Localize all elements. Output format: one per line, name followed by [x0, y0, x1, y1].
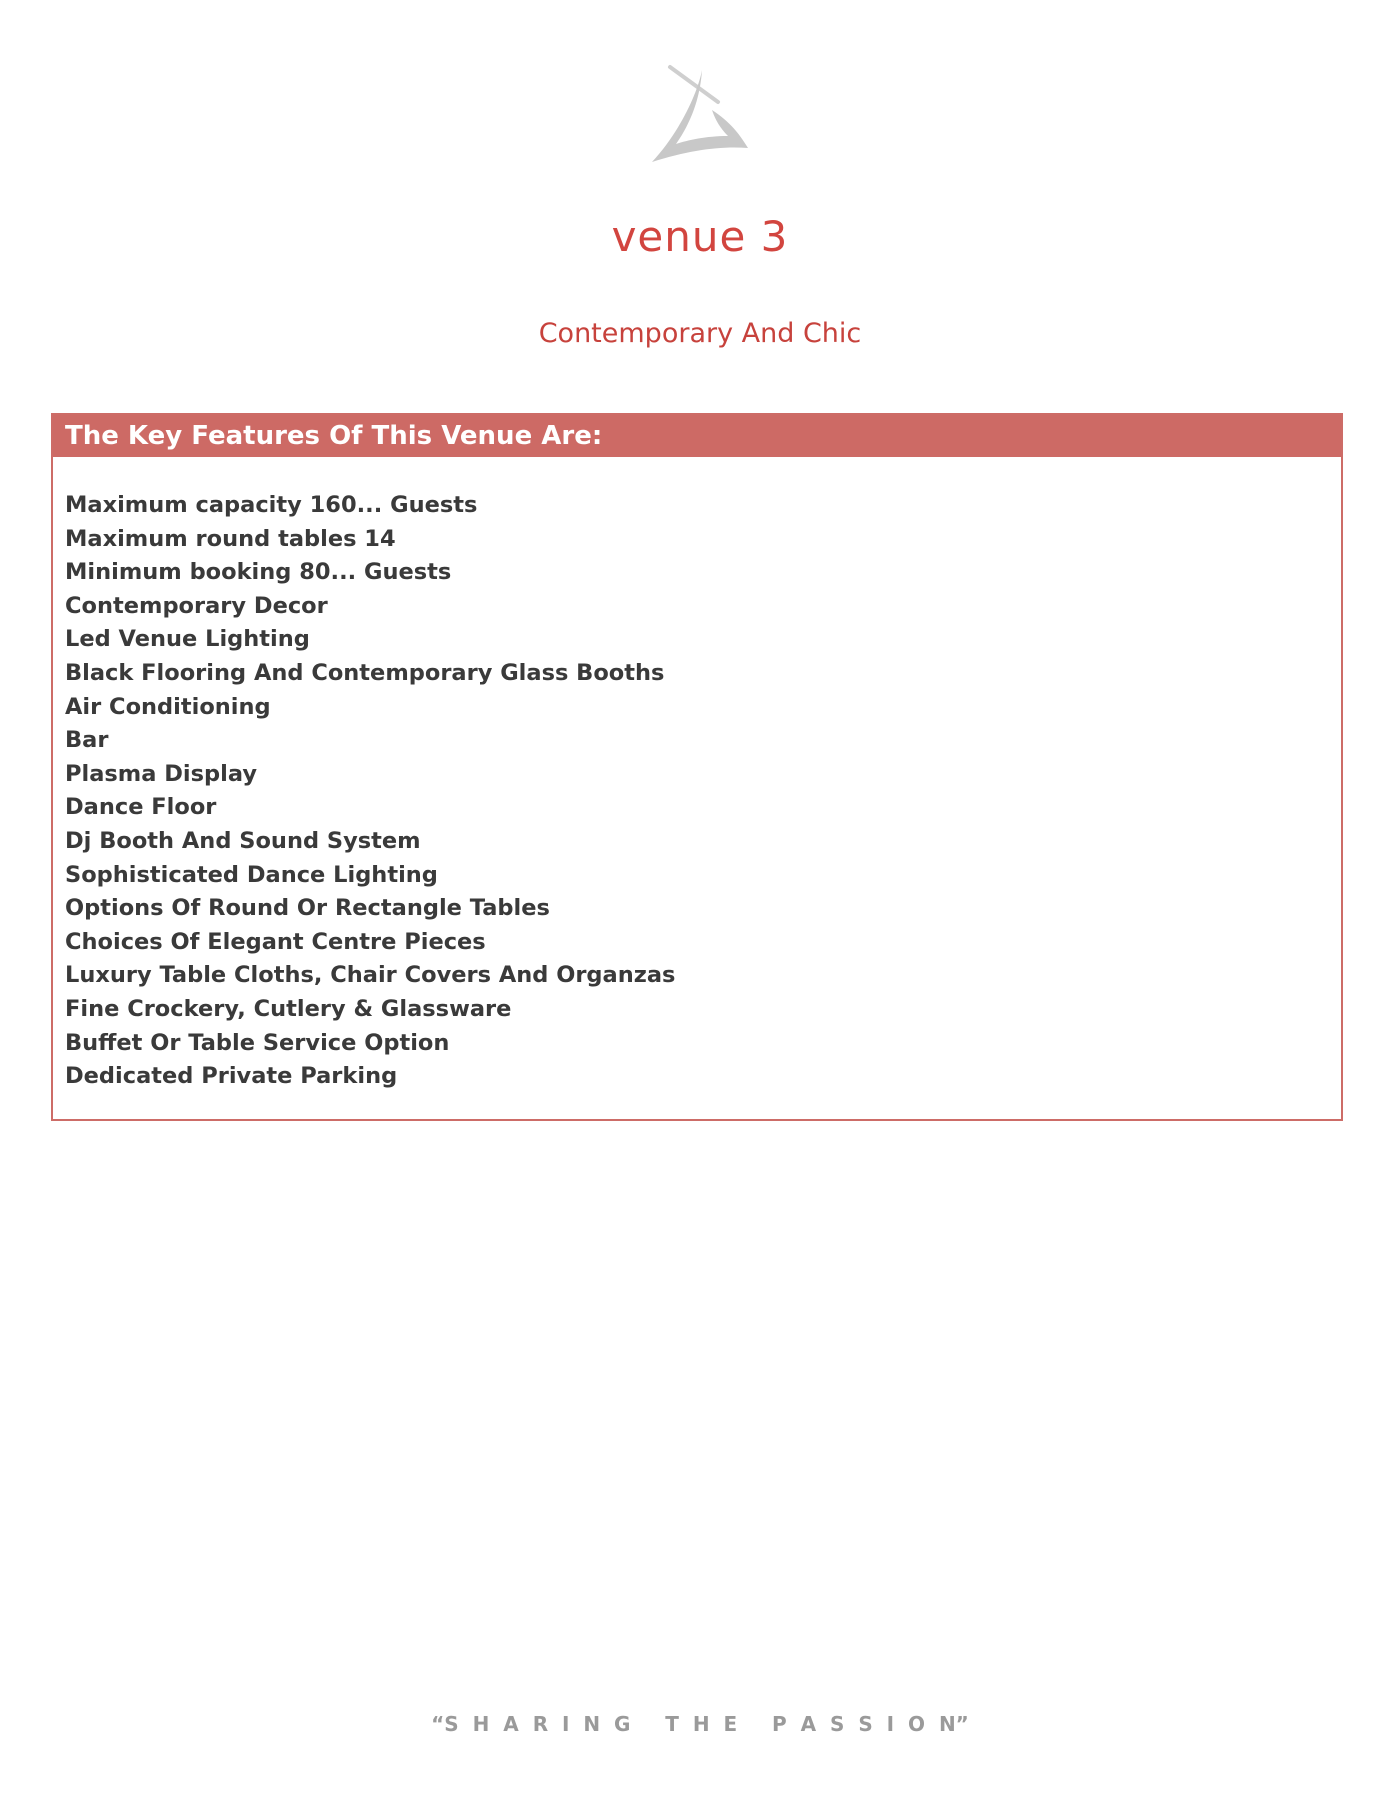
triangle-swoosh-logo-icon	[640, 62, 760, 172]
key-features-panel	[51, 413, 1343, 1121]
key-features-list	[53, 457, 1341, 1094]
feature-item: Choices Of Elegant Centre Pieces	[65, 928, 486, 955]
feature-item: Plasma Display	[65, 760, 257, 787]
feature-item: Dj Booth And Sound System	[65, 827, 421, 854]
venue-tagline: Contemporary And Chic	[538, 318, 862, 349]
feature-item: Buffet Or Table Service Option	[65, 1029, 450, 1056]
feature-item: Luxury Table Cloths, Chair Covers And Organzas	[65, 962, 676, 989]
feature-item: Black Flooring And Contemporary Glass Booths	[65, 659, 665, 686]
feature-item: Fine Crockery, Cutlery & Glassware	[65, 995, 512, 1022]
venue-title: venue 3	[611, 212, 789, 261]
feature-item: Maximum capacity 160... Guests	[65, 492, 478, 518]
feature-item: Dance Floor	[65, 794, 217, 821]
feature-item: Maximum round tables 14	[65, 525, 396, 552]
feature-item: Air Conditioning	[65, 693, 271, 720]
feature-item: Minimum booking 80... Guests	[65, 559, 452, 586]
feature-item: Options Of Round Or Rectangle Tables	[65, 895, 550, 922]
feature-item: Sophisticated Dance Lighting	[65, 861, 438, 888]
key-features-heading: The Key Features Of This Venue Are:	[53, 415, 1341, 457]
footer-motto: “S H A R I N G T H E P A S S I O N”	[431, 1712, 969, 1736]
feature-item: Bar	[65, 727, 109, 754]
feature-item: Dedicated Private Parking	[65, 1063, 398, 1090]
feature-item: Led Venue Lighting	[65, 626, 310, 653]
feature-item: Contemporary Decor	[65, 592, 328, 619]
